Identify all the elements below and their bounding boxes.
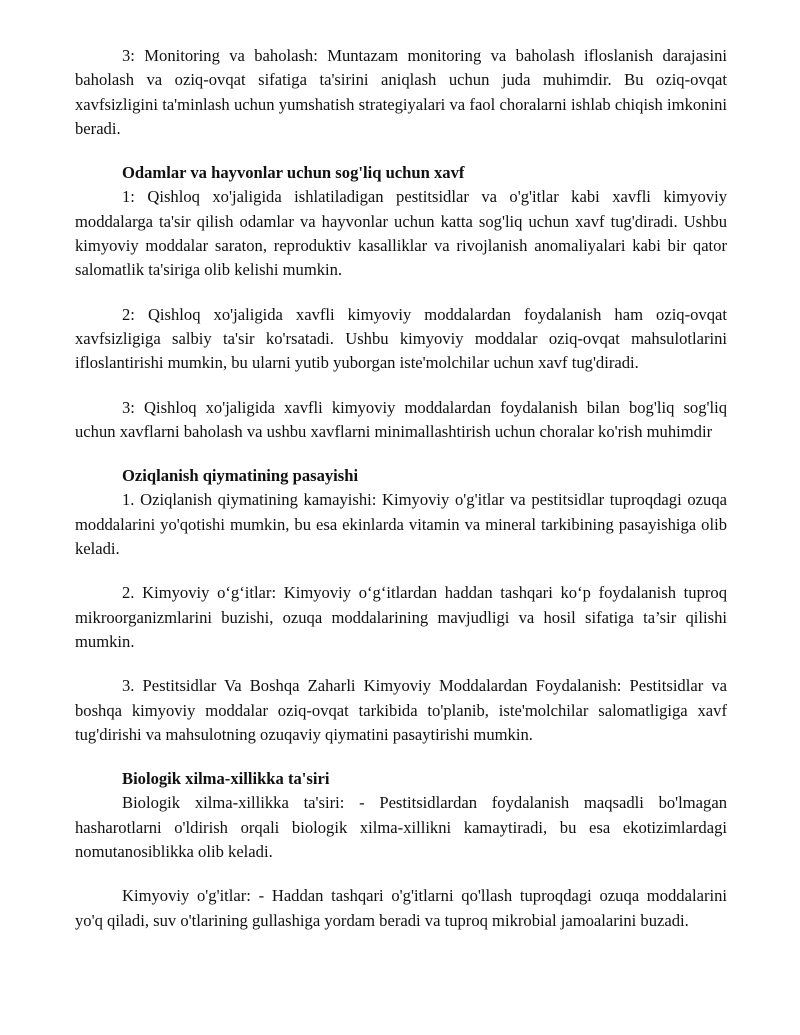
biodiversity-heading: Biologik xilma-xillikka ta'siri <box>122 769 330 789</box>
monitoring-paragraph: 3: Monitoring va baholash: Muntazam monitoring va baholash ifloslanish darajasini baholash va oziq-ovqat sifatiga ta'sirini aniqlash uchun juda muhimdir. Bu oziq-ovqat xavfsizligini ta'minlash uchun yumshatish strategiyalari va faol choralarni ishlab chiqish imkonini beradi. <box>75 46 727 138</box>
health-risk-paragraph-2: 2: Qishloq xo'jaligida xavfli kimyoviy moddalardan foydalanish ham oziq-ovqat xavfsizligiga salbiy ta'sir ko'rsatadi. Ushbu kimyoviy moddalar oziq-ovqat mahsulotlarini ifloslantirishi mumkin, bu ularni yutib yuborgan iste'molchilar uchun xavf tug'diradi. <box>75 304 727 373</box>
health-risk-heading: Odamlar va hayvonlar uchun sog'liq uchun xavf <box>122 163 465 183</box>
biodiversity-paragraph-2: Kimyoviy o'g'itlar: - Haddan tashqari o'g'itlarni qo'llash tuproqdagi ozuqa moddalarini yo'q qiladi, suv o'tlarining gullashiga yordam beradi va tuproq mikrobial jamoalarini buzadi. <box>75 886 727 930</box>
health-risk-paragraph-3: 3: Qishloq xo'jaligida xavfli kimyoviy moddalardan foydalanish bilan bog'liq sog'liq uchun xavflarni baholash va ushbu xavflarni minimallashtirish uchun choralar ko'rish muhimdir <box>75 397 727 441</box>
nutrition-heading: Oziqlanish qiymatining pasayishi <box>122 466 359 486</box>
biodiversity-paragraph-1: Biologik xilma-xillikka ta'siri: - Pestitsidlardan foydalanish maqsadli bo'lmagan hasharotlarni o'ldirish orqali biologik xilma-xillikni kamaytiradi, bu esa ekotizimlardagi nomutanosiblikka olib keladi. <box>75 793 727 862</box>
nutrition-paragraph-3: 3. Pestitsidlar Va Boshqa Zaharli Kimyoviy Moddalardan Foydalanish: Pestitsidlar va boshqa kimyoviy moddalar oziq-ovqat tarkibida to'planib, iste'molchilar salomatligiga xavf tug'dirishi va mahsulotning ozuqaviy qiymatini pasaytirishi mumkin. <box>75 676 727 744</box>
nutrition-paragraph-1: 1. Oziqlanish qiymatining kamayishi: Kimyoviy o'g'itlar va pestitsidlar tuproqdagi ozuqa moddalarini yo'qotishi mumkin, bu esa ekinlarda vitamin va mineral tarkibining pasayishiga olib keladi. <box>75 490 727 559</box>
health-risk-paragraph-1: 1: Qishloq xo'jaligida ishlatiladigan pestitsidlar va o'g'itlar kabi xavfli kimyoviy moddalarga ta'sir qilish odamlar va hayvonlar uchun katta sog'liq uchun xavf tug'diradi. Ushbu kimyoviy moddalar saraton, reproduktiv kasalliklar va rivojlanish anomaliyalari kabi bir qator salomatlik ta'siriga olib kelishi mumkin. <box>75 187 727 280</box>
nutrition-paragraph-2: 2. Kimyoviy o‘g‘itlar: Kimyoviy o‘g‘itlardan haddan tashqari ko‘p foydalanish tuproq mikroorganizmlarini buzishi, ozuqa moddalarining mavjudligi va hosil sifatiga ta’sir qilishi mumkin. <box>75 583 727 651</box>
